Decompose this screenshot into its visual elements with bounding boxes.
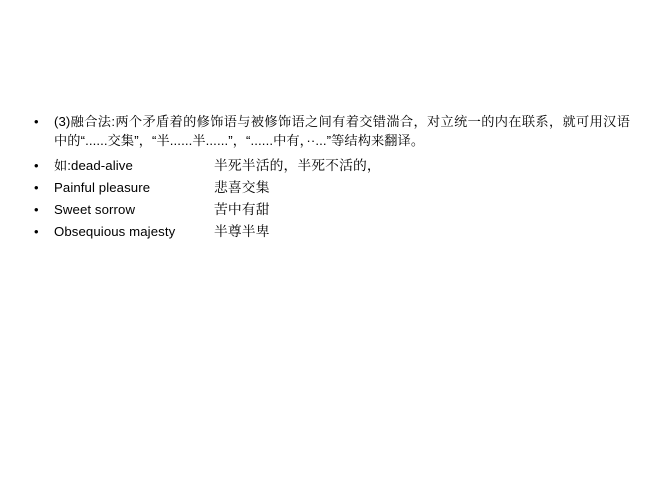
- term-english: Painful pleasure: [54, 180, 151, 195]
- term-translation-pair: [54, 178, 634, 198]
- list-item: [34, 178, 634, 198]
- term-chinese: 半尊半卑: [214, 224, 270, 239]
- list-item: [34, 112, 634, 150]
- term-chinese: 苦中有甜: [214, 202, 270, 217]
- term-english: Obsequious majesty: [54, 224, 176, 239]
- bullet-marker: •: [34, 114, 39, 129]
- term-translation-pair: [54, 222, 634, 242]
- bullet-marker: •: [34, 180, 39, 195]
- term-translation-pair: [54, 200, 634, 220]
- paragraph-text: (3)融合法:两个矛盾着的修饰语与被修饰语之间有着交错湍合，对立统一的内在联系，就可用汉语中的“......交集”，“半......半......”，“......中有，··...”等结构来翻译。: [54, 114, 630, 148]
- term-english: 如:dead-alive: [54, 158, 133, 173]
- term-chinese: 悲喜交集: [214, 180, 270, 195]
- term-translation-pair: [54, 156, 634, 176]
- bullet-marker: •: [34, 224, 39, 239]
- list-item: [34, 222, 634, 242]
- term-chinese: 半死半活的，半死不活的，: [214, 158, 381, 173]
- bullet-marker: •: [34, 202, 39, 217]
- list-item: [34, 156, 634, 176]
- bullet-marker: •: [34, 158, 39, 173]
- list-item: [34, 200, 634, 220]
- bullet-list: [34, 112, 634, 244]
- term-english: Sweet sorrow: [54, 202, 136, 217]
